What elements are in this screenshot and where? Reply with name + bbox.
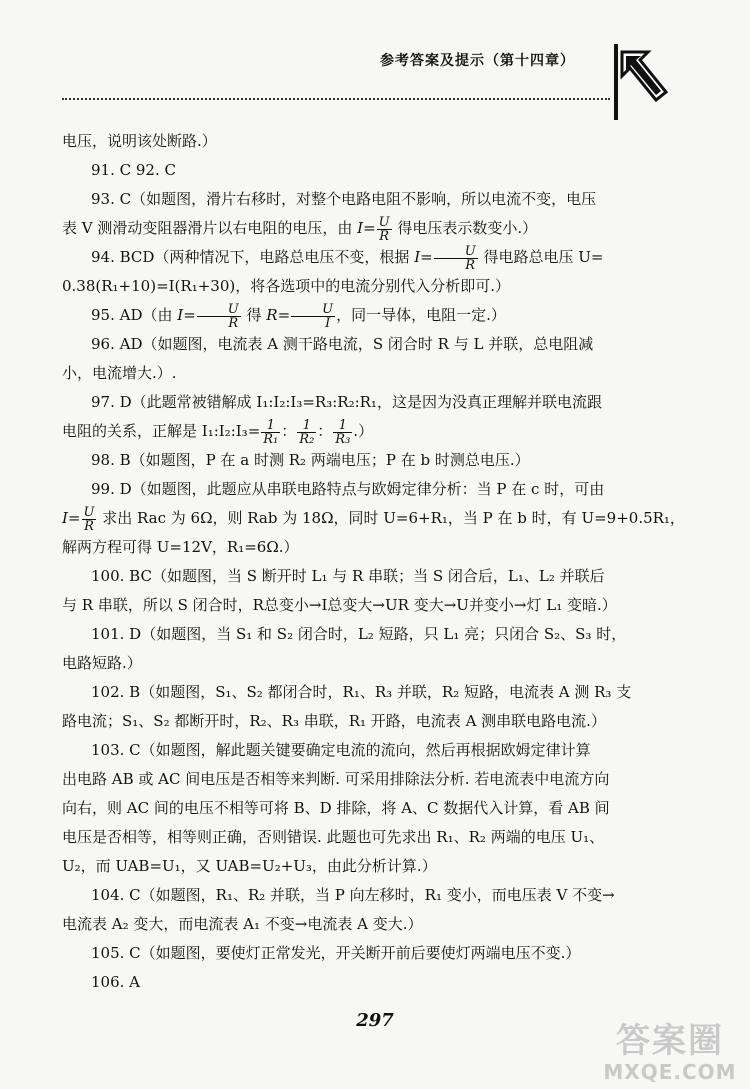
answer-95: 95. AD（由 I= $\frac{U}{R}$ 得 R= $\frac{U}{I}$ ，同一导体，电阻一定.） [91, 301, 506, 331]
answer-100-cont: 与 R 串联，所以 S 闭合时，R总变小→I总变大→UR 变大→U并变小→灯 L₁ 变暗.） [62, 596, 617, 614]
answer-103-cont3: 电压是否相等，相等则正确，否则错误. 此题也可先求出 R₁、R₂ 两端的电压 U₁、 [62, 828, 605, 846]
answer-103-cont2: 向右，则 AC 间的电压不相等可将 B、D 排除，将 A、C 数据代入计算，看 AB 间 [62, 799, 610, 817]
fraction-1-over-r2: $\frac{1}{\text{R₂}}$ [299, 417, 315, 447]
fraction-u-over-i: $\frac{U}{I}$ [291, 303, 335, 330]
page-number: 297 [356, 1010, 394, 1031]
answer-100: 100. BC（如题图，当 S 断开时 L₁ 与 R 串联；当 S 闭合后，L₁、L₂ 并联后 [91, 567, 605, 585]
page-header-title: 参考答案及提示（第十四章） [380, 53, 575, 69]
answer-94: 94. BCD（两种情况下，电路总电压不变，根据 I= $\frac{U}{R}$ 得电路总电压 U= [91, 243, 604, 273]
answer-105: 105. C（如题图，要使灯正常发光，开关断开前后要使灯两端电压不变.） [91, 944, 581, 962]
answer-98: 98. B（如题图，P 在 a 时测 R₂ 两端电压；P 在 b 时测总电压.） [91, 451, 530, 469]
header-divider [62, 98, 610, 100]
answer-97: 97. D（此题常被错解成 I₁:I₂:I₃=R₃:R₂:R₁，这是因为没真正理解并联电流跟 [91, 393, 602, 411]
answer-96-cont: 小，电流增大.）. [62, 364, 177, 382]
answer-104: 104. C（如题图，R₁、R₂ 并联，当 P 向左移时，R₁ 变小，而电压表 V 不变→ [91, 886, 615, 904]
answer-106: 106. A [91, 973, 140, 991]
fraction-1-over-r1: $\frac{1}{\text{R₁}}$ [263, 417, 279, 447]
answer-102-cont: 路电流；S₁、S₂ 都断开时，R₂、R₃ 串联，R₁ 开路，电流表 A 测串联电路电流.） [62, 712, 606, 730]
watermark-logo: 答案圈 MXQE.COM [603, 1021, 737, 1084]
answer-94-cont: 0.38(R₁+10)=I(R₁+30)，将各选项中的电流分别代入分析即可.） [62, 277, 510, 295]
fraction-1-over-r3: $\frac{1}{\text{R₃}}$ [335, 417, 351, 447]
answer-97-cont: 电阻的关系，正解是 I₁:I₂:I₃= $\frac{1}{\text{R₁}}$ ： $\frac{1}{\text{R₂}}$ ： $\frac{1}{\text{R₃}}$ .） [62, 417, 374, 447]
answer-99-cont2: 解两方程可得 U=12V，R₁=6Ω.） [62, 538, 299, 556]
fraction-u-over-r: $\frac{U}{R}$ [378, 214, 390, 244]
answer-96: 96. AD（如题图，电流表 A 测干路电流，S 闭合时 R 与 L 并联，总电阻减 [91, 335, 594, 353]
fraction-u-over-r: $\frac{U}{R}$ [83, 504, 95, 534]
answer-93-cont: 表 V 测滑动变阻器滑片以右电阻的电压，由 I= $\frac{U}{R}$ 得电压表示数变小.） [62, 214, 538, 244]
answer-99-cont: I= $\frac{U}{R}$ 求出 Rac 为 6Ω，则 Rab 为 18Ω，同时 U=6+R₁，当 P 在 b 时，有 U=9+0.5R₁， [62, 504, 685, 534]
fraction-u-over-r: $\frac{U}{R}$ [434, 245, 478, 272]
answer-102: 102. B（如题图，S₁、S₂ 都闭合时，R₁、R₃ 并联，R₂ 短路，电流表 A 测 R₃ 支 [91, 683, 632, 701]
answer-104-cont: 电流表 A₂ 变大，而电流表 A₁ 不变→电流表 A 变大.） [62, 915, 423, 933]
fraction-u-over-r: $\frac{U}{R}$ [197, 303, 241, 330]
answer-91-92: 91. C 92. C [91, 161, 176, 179]
corner-arrow-icon [612, 42, 674, 124]
answer-103: 103. C（如题图，解此题关键要确定电流的流向，然后再根据欧姆定律计算 [91, 741, 591, 759]
answer-103-cont4: U₂，而 UAB=U₁，又 UAB=U₂+U₃，由此分析计算.） [62, 857, 437, 875]
answer-99: 99. D（如题图，此题应从串联电路特点与欧姆定律分析：当 P 在 c 时，可由 [91, 480, 605, 498]
answer-103-cont: 出电路 AB 或 AC 间电压是否相等来判断. 可采用排除法分析. 若电流表中电流方向 [62, 770, 610, 788]
text-line: 电压，说明该处断路.） [62, 132, 217, 150]
answer-text [62, 127, 702, 997]
answer-101: 101. D（如题图，当 S₁ 和 S₂ 闭合时，L₂ 短路，只 L₁ 亮；只闭合 S₂、S₃ 时， [91, 625, 627, 643]
answer-101-cont: 电路短路.） [62, 654, 142, 672]
answer-93: 93. C（如题图，滑片右移时，对整个电路电阻不影响，所以电流不变，电压 [91, 190, 597, 208]
